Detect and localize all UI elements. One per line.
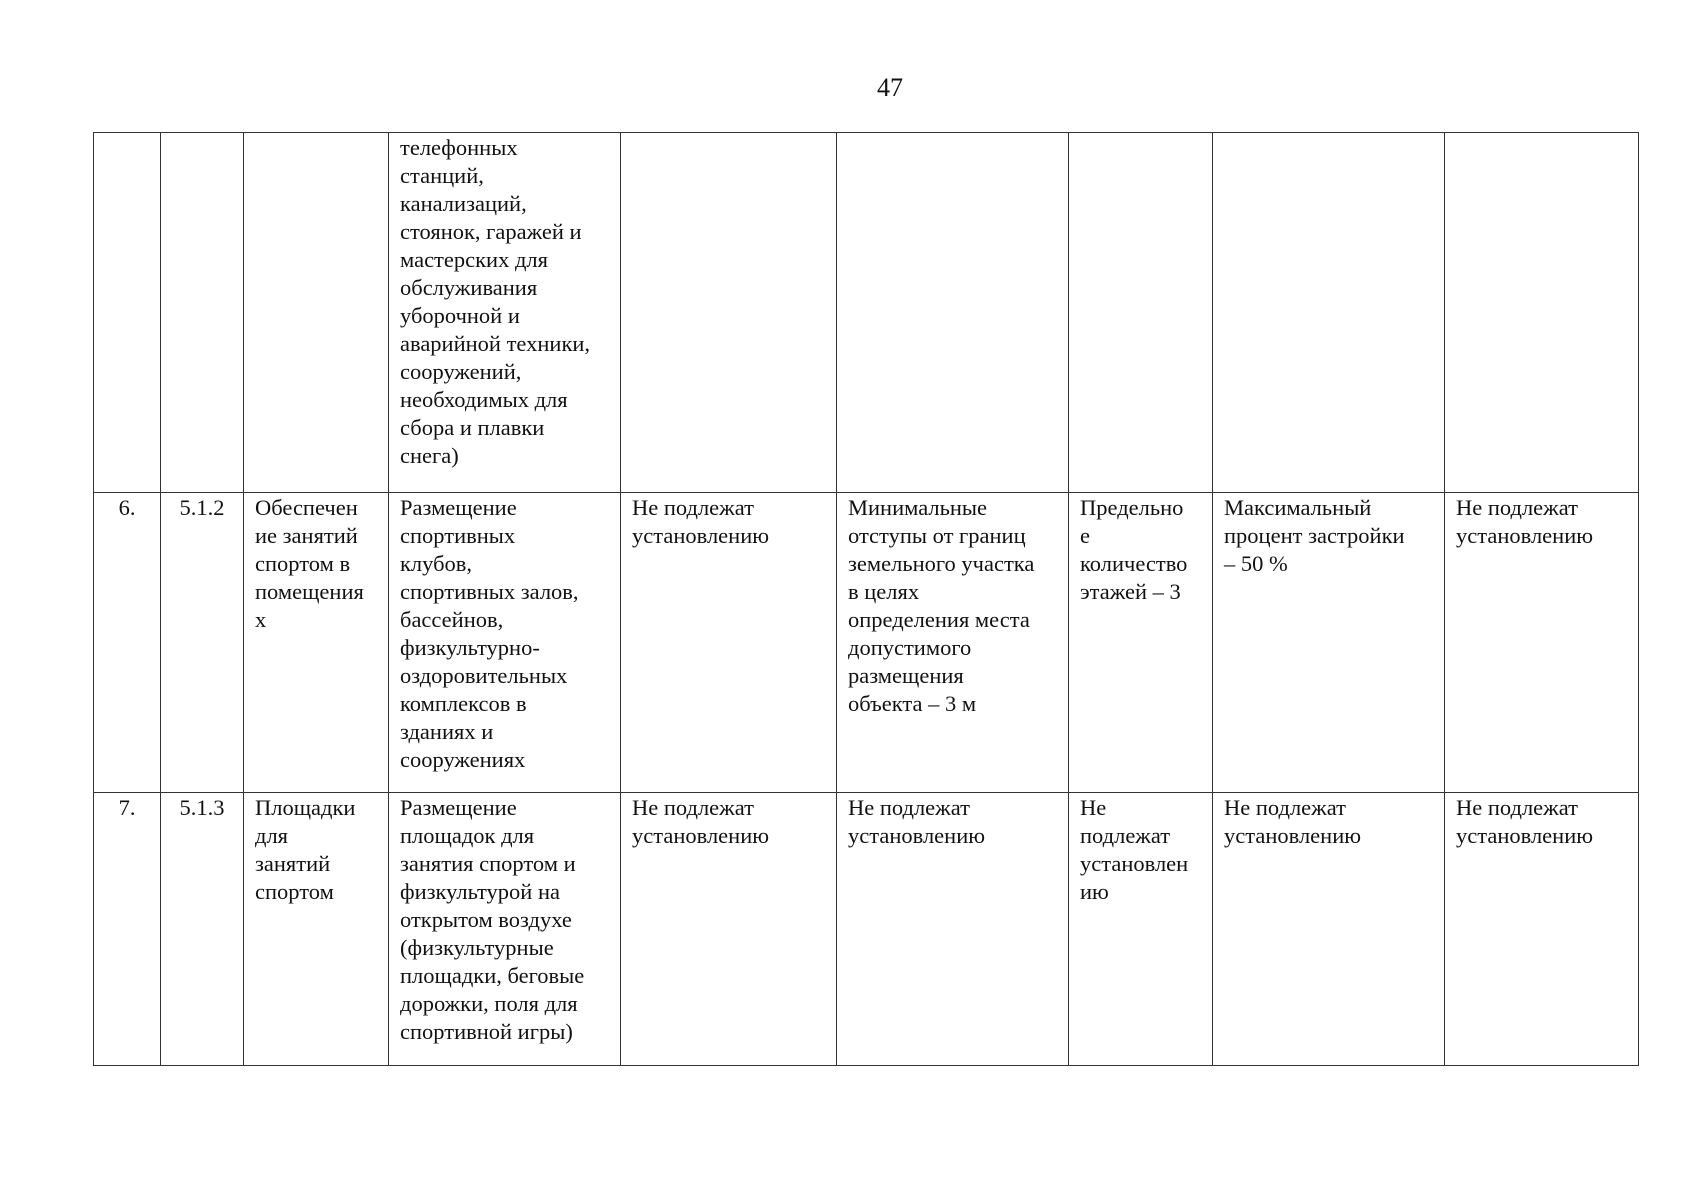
cell-line: обслуживания — [400, 275, 538, 300]
cell-line: объекта – 3 м — [848, 691, 977, 716]
cell-col8 — [1213, 493, 1445, 793]
cell-line: (физкультурные — [400, 935, 554, 960]
cell-line: определения места — [848, 607, 1030, 632]
cell-line: ие занятий — [255, 523, 358, 548]
cell-line: мастерских для — [400, 247, 548, 272]
cell-line: Максимальный — [1224, 495, 1372, 520]
cell-line: Обеспечен — [255, 495, 358, 520]
cell-col5 — [621, 793, 837, 1066]
cell-line: оздоровительных — [400, 663, 568, 688]
cell-col6 — [837, 133, 1069, 493]
cell-line: комплексов в — [400, 691, 527, 716]
cell-description — [389, 793, 621, 1066]
cell-line: этажей – 3 — [1080, 579, 1181, 604]
cell-line: Площадки — [255, 795, 356, 820]
cell-line: установлению — [1224, 823, 1362, 848]
regulations-table — [93, 132, 1639, 1066]
cell-line: аварийной техники, — [400, 331, 591, 356]
table-row — [94, 793, 1639, 1066]
cell-line: е — [1080, 523, 1090, 548]
cell-line: установлению — [1456, 823, 1594, 848]
cell-line: площадки, беговые — [400, 963, 585, 988]
cell-line: отступы от границ — [848, 523, 1026, 548]
cell-line: стоянок, гаражей и — [400, 219, 582, 244]
cell-line: сооружениях — [400, 747, 526, 772]
cell-number — [94, 133, 161, 493]
cell-line: зданиях и — [400, 719, 494, 744]
cell-line: Не подлежат — [632, 795, 754, 820]
cell-line: спортом в — [255, 551, 351, 576]
cell-line: занятия спортом и — [400, 851, 576, 876]
cell-line: телефонных — [400, 135, 518, 160]
cell-line: установлению — [848, 823, 986, 848]
cell-line: канализаций, — [400, 191, 527, 216]
cell-line: количество — [1080, 551, 1188, 576]
cell-line: помещения — [255, 579, 364, 604]
cell-col9 — [1445, 133, 1639, 493]
cell-line: Минимальные — [848, 495, 988, 520]
cell-line: Размещение — [400, 795, 517, 820]
cell-line: открытом воздухе — [400, 907, 572, 932]
cell-col6 — [837, 493, 1069, 793]
cell-line: земельного участка — [848, 551, 1035, 576]
cell-line: уборочной и — [400, 303, 520, 328]
cell-line: дорожки, поля для — [400, 991, 578, 1016]
cell-line: Не подлежат — [1224, 795, 1346, 820]
cell-col5 — [621, 493, 837, 793]
cell-line: Размещение — [400, 495, 517, 520]
cell-line: Не — [1080, 795, 1107, 820]
cell-line: бассейнов, — [400, 607, 504, 632]
cell-line: подлежат — [1080, 823, 1171, 848]
cell-line: Не подлежат — [632, 495, 754, 520]
cell-description — [389, 133, 621, 493]
cell-line: – 50 % — [1224, 551, 1288, 576]
table-row — [94, 493, 1639, 793]
cell-col8 — [1213, 133, 1445, 493]
cell-line: спортивных — [400, 523, 516, 548]
cell-line: сбора и плавки — [400, 415, 545, 440]
cell-line: необходимых для — [400, 387, 568, 412]
cell-col7 — [1069, 793, 1213, 1066]
cell-name — [244, 793, 389, 1066]
cell-line: Не подлежат — [848, 795, 970, 820]
cell-name — [244, 493, 389, 793]
cell-line: спортивных залов, — [400, 579, 579, 604]
cell-line: занятий — [255, 851, 331, 876]
cell-line: физкультурой на — [400, 879, 560, 904]
cell-name — [244, 133, 389, 493]
cell-col9 — [1445, 793, 1639, 1066]
cell-line: установлен — [1080, 851, 1189, 876]
cell-line: допустимого — [848, 635, 972, 660]
cell-line: сооружений, — [400, 359, 522, 384]
table-row — [94, 133, 1639, 493]
cell-code — [161, 133, 244, 493]
cell-line: процент застройки — [1224, 523, 1405, 548]
cell-line: установлению — [1456, 523, 1594, 548]
cell-line: Не подлежат — [1456, 495, 1578, 520]
cell-line: площадок для — [400, 823, 535, 848]
cell-line: Предельно — [1080, 495, 1184, 520]
cell-line: размещения — [848, 663, 964, 688]
cell-description — [389, 493, 621, 793]
cell-line: Не подлежат — [1456, 795, 1578, 820]
cell-line: спортивной игры) — [400, 1019, 573, 1044]
cell-line: снега) — [400, 443, 459, 468]
cell-number: 6. — [94, 493, 161, 793]
cell-col8 — [1213, 793, 1445, 1066]
cell-line: в целях — [848, 579, 920, 604]
cell-line: ию — [1080, 879, 1109, 904]
cell-line: физкультурно- — [400, 635, 540, 660]
cell-line: спортом — [255, 879, 334, 904]
cell-line: установлению — [632, 523, 770, 548]
cell-line: клубов, — [400, 551, 473, 576]
cell-col7 — [1069, 493, 1213, 793]
cell-line: для — [255, 823, 289, 848]
cell-line: х — [255, 607, 267, 632]
cell-col9 — [1445, 493, 1639, 793]
cell-col6 — [837, 793, 1069, 1066]
page-number: 47 — [877, 73, 903, 102]
cell-col7 — [1069, 133, 1213, 493]
cell-number: 7. — [94, 793, 161, 1066]
cell-col5 — [621, 133, 837, 493]
cell-code: 5.1.3 — [161, 793, 244, 1066]
cell-code: 5.1.2 — [161, 493, 244, 793]
cell-line: станций, — [400, 163, 484, 188]
cell-line: установлению — [632, 823, 770, 848]
